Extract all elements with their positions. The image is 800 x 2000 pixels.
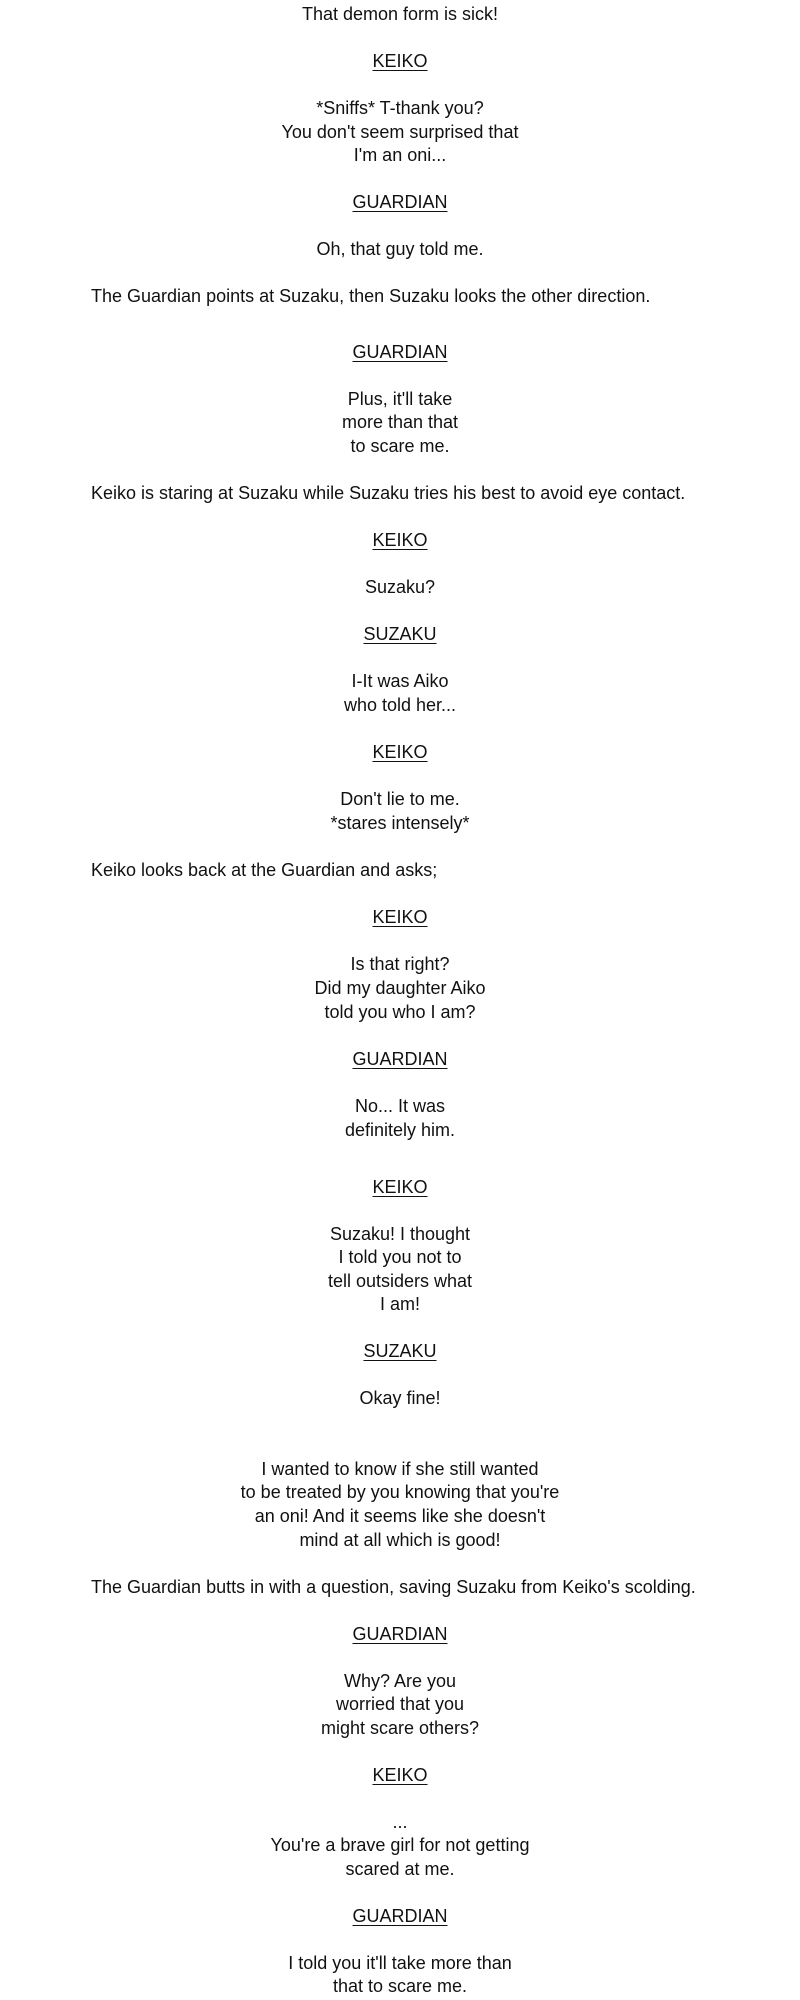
dialogue-line: Suzaku! I thought [329, 1224, 471, 1244]
action-line: Keiko looks back at the Guardian and asks; [91, 860, 438, 880]
dialogue-line: more than that [341, 412, 459, 432]
dialogue-line: mind at all which is good! [299, 1530, 501, 1550]
character-name: KEIKO [372, 1177, 428, 1197]
dialogue-line: who told her... [343, 695, 457, 715]
action-line: Keiko is staring at Suzaku while Suzaku tries his best to avoid eye contact. [91, 483, 686, 503]
dialogue-line: That demon form is sick! [301, 4, 499, 24]
character-name: KEIKO [372, 1765, 428, 1785]
character-name: GUARDIAN [352, 192, 448, 212]
character-name: GUARDIAN [352, 1049, 448, 1069]
dialogue-line: *stares intensely* [330, 813, 470, 833]
dialogue-line: to scare me. [350, 436, 450, 456]
character-name: SUZAKU [363, 624, 437, 644]
action-line: The Guardian butts in with a question, saving Suzaku from Keiko's scolding. [91, 1577, 696, 1597]
dialogue-line: I wanted to know if she still wanted [261, 1459, 539, 1479]
dialogue-line: scared at me. [345, 1859, 455, 1879]
dialogue-line: Okay fine! [359, 1388, 441, 1408]
dialogue-line: You don't seem surprised that [281, 122, 519, 142]
character-name: KEIKO [372, 742, 428, 762]
dialogue-line: definitely him. [344, 1120, 456, 1140]
action-line: The Guardian points at Suzaku, then Suzaku looks the other direction. [91, 286, 651, 306]
dialogue-line: I'm an oni... [353, 145, 447, 165]
dialogue-line: told you who I am? [324, 1002, 476, 1022]
character-name: KEIKO [372, 51, 428, 71]
dialogue-line: I am! [379, 1294, 420, 1314]
character-name: KEIKO [372, 907, 428, 927]
dialogue-line: to be treated by you knowing that you're [240, 1482, 560, 1502]
dialogue-line: Why? Are you [343, 1671, 457, 1691]
character-name: GUARDIAN [352, 1624, 448, 1644]
dialogue-line: worried that you [335, 1694, 465, 1714]
dialogue-line: might scare others? [320, 1718, 480, 1738]
character-name: SUZAKU [363, 1341, 437, 1361]
dialogue-line: *Sniffs* T-thank you? [316, 98, 484, 118]
dialogue-line: Is that right? [350, 954, 450, 974]
dialogue-line: Don't lie to me. [340, 789, 460, 809]
dialogue-line: I told you not to [338, 1247, 462, 1267]
character-name: GUARDIAN [352, 342, 448, 362]
character-name: KEIKO [372, 530, 428, 550]
dialogue-line: an oni! And it seems like she doesn't [254, 1506, 546, 1526]
dialogue-line: Plus, it'll take [347, 389, 453, 409]
dialogue-line: Oh, that guy told me. [316, 239, 484, 259]
dialogue-line: tell outsiders what [327, 1271, 473, 1291]
dialogue-line: that to scare me. [332, 1976, 468, 1996]
dialogue-line: Suzaku? [364, 577, 436, 597]
dialogue-line: I-It was Aiko [351, 671, 449, 691]
dialogue-line: Did my daughter Aiko [314, 978, 486, 998]
character-name: GUARDIAN [352, 1906, 448, 1926]
dialogue-line: No... It was [354, 1096, 446, 1116]
dialogue-line: I told you it'll take more than [288, 1953, 512, 1973]
dialogue-line: ... [392, 1812, 408, 1832]
dialogue-line: You're a brave girl for not getting [270, 1835, 530, 1855]
